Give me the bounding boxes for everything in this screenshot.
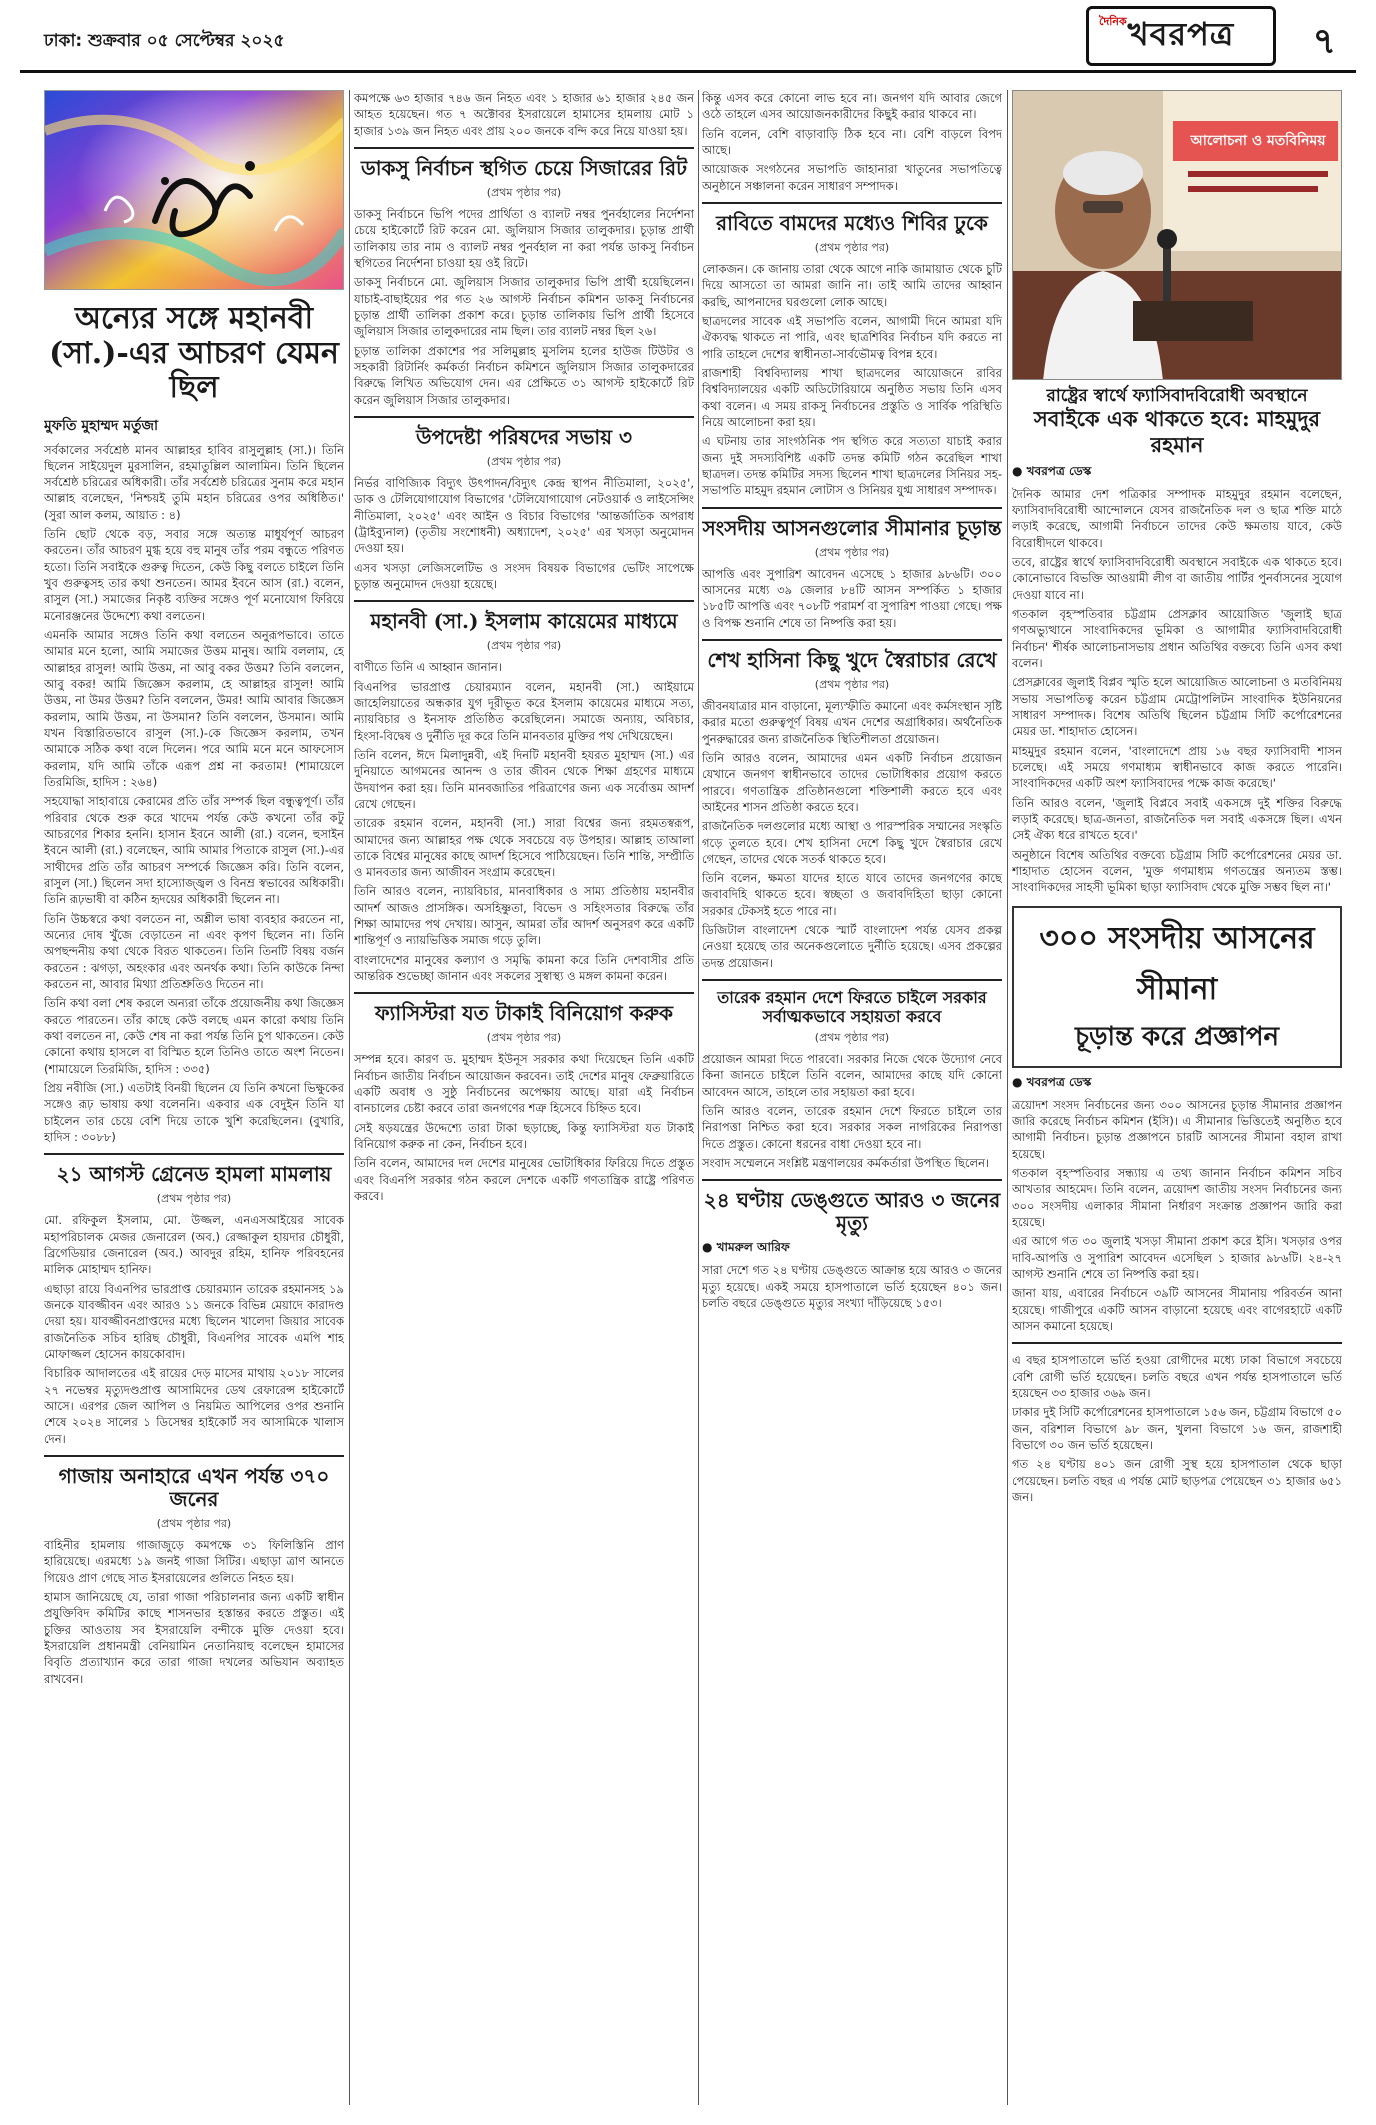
article-paragraph: তিনি ছোট থেকে বড়, সবার সঙ্গে অত্যন্ত মাধুর্যপূর্ণ আচরণ করতেন। তাঁর আচরণ মুগ্ধ হয়ে বহু মানুষ তাঁর পরম বন্ধুতে পরিণত হতো। তিনি সবাইকে গুরুত্ব দিতেন, কেউ কিছু বলতে চাইলে তিনি খুব গুরুত্বসহ তার কথা শুনতেন। আমর ইবনে আস (রা.) বলেন, রাসুল (সা.) সমাজের নিকৃষ্ট ব্যক্তির সঙ্গেও পূর্ণ মনোযোগ ফিরিয়ে মনোরঞ্জনের উদ্দেশ্যে কথা বলতেন। <box>44 527 344 623</box>
article-byline: ● খবরপত্র ডেস্ক <box>1012 463 1092 478</box>
column-divider <box>698 90 699 2105</box>
section-divider <box>702 639 1002 641</box>
section-divider <box>702 1179 1002 1181</box>
article-paragraph: সংবাদ সম্মেলনে সংশ্লিষ্ট মন্ত্রণালয়ের কর্মকর্তারা উপস্থিত ছিলেন। <box>702 1155 990 1170</box>
article-paragraph: মো. রফিকুল ইসলাম, মো. উজ্জল, এনএসআইয়ের সাবেক মহাপরিচালক মেজর জেনারেল (অব.) রেজ্জাকুল হায়দার চৌধুরী, ব্রিগেডিয়ার জেনারেল (অব.) আবদুর রহিম, হানিফ পরিবহনের মালিক মোহাম্মদ হানিফ। <box>44 1213 344 1277</box>
article-paragraph: তিনি বলেন, বেশি বাড়াবাড়ি ঠিক হবে না। বেশি বাড়লে বিপদ আছে। <box>702 126 1002 157</box>
hasina-article-title: শেখ হাসিনা কিছু খুদে স্বৈরাচার রেখে <box>707 647 997 672</box>
article-paragraph: এসব খসড়া লেজিসলেটিভ ও সংসদ বিষয়ক বিভাগের ভেটিং সাপেক্ষে চূড়ান্ত অনুমোদন দেওয়া হয়েছে। <box>354 560 694 591</box>
article-paragraph: ছাত্রদলের সাবেক এই সভাপতি বলেন, আগামী দিনে আমরা যদি ঐক্যবদ্ধ থাকতে না পারি, এবং ছাত্রশিবির নির্বাচন যদি করতে না পারি তাহলে দেশের স্বাধীনতা-সার্বভৌমত্ব বিপন্ন হবে। <box>702 313 1002 361</box>
article-paragraph: গতকাল বৃহস্পতিবার সন্ধ্যায় এ তথ্য জানান নির্বাচন কমিশন সচিব আখতার আহমেদ। তিনি বলেন, ত্রয়োদশ জাতীয় সংসদ নির্বাচনের জন্য ৩০০ সংসদীয় এলাকার সীমানা নির্ধারণ সংক্রান্ত প্রজ্ঞাপন জারি করা হয়েছে। <box>1012 1165 1342 1229</box>
section-divider <box>354 992 694 994</box>
article-paragraph: কমপক্ষে ৬৩ হাজার ৭৪৬ জন নিহত এবং ১ হাজার ৬১ হাজার ২৪৫ জন আহত হয়েছেন। গত ৭ অক্টোবর ইসরায়েলে হামাসের হামলায় মোট ১ হাজার ১৩৯ জন নিহত এবং প্রায় ২০০ জনকে বন্দি করে নিয়ে যাওয়া হয়। <box>354 91 694 138</box>
column-3 <box>702 90 1002 2105</box>
section-divider <box>1012 1342 1342 1344</box>
article-paragraph: তিনি আরও বলেন, তারেক রহমান দেশে ফিরতে চাইলে তার নিরাপত্তা নিশ্চিত করা হবে। সরকার সকল নাগরিকের নিরাপত্তা দিতে প্রস্তুত। কোনো ধরনের বাধা দেওয়া হবে না। <box>702 1103 1002 1151</box>
section-divider <box>354 416 694 418</box>
article-paragraph: সারা দেশে গত ২৪ ঘণ্টায় ডেঙ্গুতে আক্রান্ত হয়ে আরও ৩ জনের মৃত্যু হয়েছে। একই সময়ে হাসপাতালে ভর্তি হয়েছেন ৪০১ জন। চলতি বছরে ডেঙ্গুতে মৃত্যুর সংখ্যা দাঁড়িয়েছে ১৫৩। <box>702 1263 1002 1310</box>
article-paragraph: প্রেসক্লাবের জুলাই বিপ্লব স্মৃতি হলে আয়োজিত আলোচনা ও মতবিনিময় সভায় সভাপতিত্ব করেন চট্টগ্রাম মেট্রোপলিটন সাংবাদিক ইউনিয়নের সাধারণ সম্পাদক। বিশেষ অতিথি ছিলেন চট্টগ্রাম সিটি কর্পোরেশনের মেয়র ডা. শাহাদাত হোসেন। <box>1012 675 1342 739</box>
fascist-article-title: ফ্যাসিস্টরা যত টাকাই বিনিয়োগ করুক <box>375 1001 673 1026</box>
news-photo <box>1012 90 1342 380</box>
article-paragraph: নির্ভর বাণিজ্যিক বিদ্যুৎ উৎপাদন/বিদ্যুৎ কেন্দ্র স্থাপন নীতিমালা, ২০২৫', ডাক ও টেলিযোগাযোগ বিভাগের 'টেলিযোগাযোগ নেটওয়ার্ক ও লাইসেন্সিং নীতিমালা, ২০২৫' এবং আইন ও বিচার বিভাগের 'আন্তর্জাতিক অপরাধ (ট্রাইব্যুনাল) (তৃতীয় সংশোধনী) অধ্যাদেশ, ২০২৫' এর খসড়া অনুমোদন দেওয়া হয়। <box>354 475 694 556</box>
column-divider <box>1007 90 1008 2105</box>
continued-note: (প্রথম পৃষ্ঠার পর) <box>814 240 890 254</box>
article-paragraph: তিনি কথা বলা শেষ করলে অন্যরা তাঁকে প্রয়োজনীয় কথা জিজ্ঞেস করতে পারতেন। তাঁর কাছে কেউ বলছে এমন কারো কথায় তিনি কথা বলতেন না, কেউ শেষ না করা পর্যন্ত তিনি চুপ থাকতেন। কেউ কোনো কথায় হাসলে বা বিস্মিত হলে তিনিও তাতে অংশ নিতেন। (শামায়েলে তিরমিজি, হাদিস : ৩৩৫) <box>44 996 344 1076</box>
section-divider <box>702 202 1002 204</box>
continued-note: (প্রথম পৃষ্ঠার পর) <box>486 639 562 653</box>
continued-note: (প্রথম পৃষ্ঠার পর) <box>814 677 890 691</box>
article-paragraph: এমনকি আমার সঙ্গেও তিনি কথা বলতেন অনুরূপভাবে। তাতে আমার মনে হলো, আমি সমাজের উত্তম মানুষ। আমি বললাম, হে আল্লাহর রাসুল! আমি উত্তম, না আবু বকর উত্তম? তিনি বললেন, আবু বকর! আমি জিজ্ঞেস করলাম, হে আল্লাহর রাসুল! আমি উত্তম, না উমর উত্তম? তিনি বললেন, উমর! আমি আবার জিজ্ঞেস করলাম, আমি উত্তম, না উসমান? তিনি বললেন, উসমান। আমি যখন বিস্তারিতভাবে রাসুল (সা.)-কে জিজ্ঞেস করলাম, তখন আমাকে সঠিক কথা বলে দিলেন। পরে আমি মনে মনে আফসোস করলাম, যদি আমি তাঁকে এরূপ প্রশ্ন না করতাম! (শামায়েলে তিরমিজি, হাদিস : ২৬৪) <box>44 628 344 790</box>
article-paragraph: গতকাল বৃহস্পতিবার চট্টগ্রাম প্রেসক্লাব আয়োজিত 'জুলাই ছাত্র গণঅভ্যুত্থানে সাংবাদিকদের ভূমিকা ও আগামীর ফ্যাসিবাদবিরোধী নির্বাচন' শীর্ষক আলোচনাসভায় প্রধান অতিথির বক্তব্যে তিনি এসব কথা বলেন। <box>1012 607 1342 671</box>
lead-article-title: অন্যের সঙ্গে মহানবী (সা.)-এর আচরণ যেমন ছিল <box>49 301 339 405</box>
article-paragraph: সম্পন্ন হবে। কারণ ড. মুহাম্মদ ইউনূস সরকার কথা দিয়েছেন তিনি একটি নির্বাচন জাতীয় নির্বাচন আয়োজন করবেন। তাই দেশের মানুষ ফেব্রুয়ারিতে একটি অবাধ ও সুষ্ঠু নির্বাচনের অপেক্ষায় আছে। যারা এই নির্বাচন বানচালের চেষ্টা করবে তারা জনগণের শত্রু হিসেবে চিহ্নিত হবে। <box>354 1052 694 1116</box>
calligraphy-artwork <box>44 90 344 290</box>
masthead <box>0 0 1376 80</box>
section-divider <box>354 147 694 149</box>
article-paragraph: ডাকসু নির্বাচনে ভিপি পদের প্রার্থিতা ও ব্যালট নম্বর পুনর্বহালের নির্দেশনা চেয়ে হাইকোর্টে রিট করেন মো. জুলিয়াস সিজার তালুকদার। চূড়ান্ত প্রার্থী তালিকায় তার নাম ও ব্যালট নম্বর পুনর্বহাল না করা পর্যন্ত ডাকসু নির্বাচন স্থগিতের নির্দেশনা চাওয়া হয় ওই রিটে। <box>354 206 694 270</box>
article-paragraph: গত ২৪ ঘণ্টায় ৪০১ জন রোগী সুস্থ হয়ে হাসপাতাল থেকে ছাড়া পেয়েছেন। চলতি বছর এ পর্যন্ত মোট ছাড়পত্র পেয়েছেন ৩১ হাজার ৬৫১ জন। <box>1012 1457 1342 1504</box>
article-paragraph: তিনি বলেন, আমাদের দল দেশের মানুষের ভোটাধিকার ফিরিয়ে দিতে প্রস্তুত এবং বিএনপি সরকার গঠন করলে দেশকে একটি গণতান্ত্রিক রাষ্ট্রে পরিণত করবে। <box>354 1156 694 1204</box>
article-paragraph: রাজনৈতিক দলগুলোর মধ্যে আস্থা ও পারস্পরিক সম্মানের সংস্কৃতি গড়ে তুলতে হবে। শেখ হাসিনা দেশে কিছু খুদে স্বৈরাচার রেখে গেছেন, তাদের থেকে সতর্ক থাকতে হবে। <box>702 819 1002 866</box>
article-paragraph: তিনি উচ্চস্বরে কথা বলতেন না, অশ্লীল ভাষা ব্যবহার করতেন না, অন্যের দোষ খুঁজে বেড়াতেন না এবং কৃপণ ছিলেন না। তিনি অপছন্দনীয় কথা থেকে বিরত থাকতেন। তিনি তিনটি বিষয় বর্জন করতেন : ঝগড়া, অহংকার এবং অনর্থক কথা। তিনি কাউকে নিন্দা করতেন না, আবার মিথ্যা প্রতিশ্রুতিও দিতেন না। <box>44 911 344 991</box>
article-paragraph: বাহিনীর হামলায় গাজাজুড়ে কমপক্ষে ৩১ ফিলিস্তিনি প্রাণ হারিয়েছে। এরমধ্যে ১৯ জনই গাজা সিটির। এছাড়া ত্রাণ আনতে গিয়েও প্রাণ গেছে সাত ইসরায়েলের গুলিতে নিহত হয়। <box>44 1537 344 1585</box>
article-paragraph: সর্বকালের সর্বশ্রেষ্ঠ মানব আল্লাহর হাবিব রাসুলুল্লাহ (সা.)। তিনি ছিলেন সাইয়েদুল মুরসালিন, রহমাতুল্লিল আলামিন। তিনি ছিলেন সর্বশ্রেষ্ঠ চরিত্রের অধিকারী। তাঁর সর্বশ্রেষ্ঠ চরিত্রের সুনাম করে মহান আল্লাহ বলেছেন, 'নিশ্চয়ই তুমি মহান চরিত্রের ওপর অধিষ্ঠিত।' (সুরা আল কলম, আয়াত : ৪) <box>44 442 344 522</box>
article-paragraph: এছাড়া রায়ে বিএনপির ভারপ্রাপ্ত চেয়ারম্যান তারেক রহমানসহ ১৯ জনকে যাবজ্জীবন এবং আরও ১১ জনকে বিভিন্ন মেয়াদে কারাদণ্ড দেয়া হয়। যাবজ্জীবনপ্রাপ্তদের মধ্যে ছিলেন খালেদা জিয়ার সাবেক রাজনৈতিক সচিব হারিছ চৌধুরী, বিএনপির সাবেক এমপি শাহ মোফাজ্জল হোসেন কায়কোবাদ। <box>44 1281 344 1361</box>
lead-article-author: মুফতি মুহাম্মদ মর্তুজা <box>44 417 159 434</box>
article-paragraph: জানা যায়, এবারের নির্বাচনে ৩৯টি আসনের সীমানায় পরিবর্তন আনা হয়েছে। গাজীপুরে একটি আসন বাড়ানো হয়েছে এবং বাগেরহাটে একটি আসন কমানো হয়েছে। <box>1012 1286 1342 1333</box>
article-paragraph: দৈনিক আমার দেশ পত্রিকার সম্পাদক মাহমুদুর রহমান বলেছেন, ফ্যাসিবাদবিরোধী আন্দোলনে যেসব রাজনৈতিক দল ও ছাত্র শক্তি মাঠে লড়াই করেছে, আগামী নির্বাচনে তাদের কেউ ক্ষমতায় যাবে, কেউ বিরোধীদলে থাকবে। <box>1012 486 1342 550</box>
continued-note: (প্রথম পৃষ্ঠার পর) <box>486 454 562 468</box>
grenade-article-title: ২১ আগস্ট গ্রেনেড হামলা মামলায় <box>56 1162 332 1187</box>
continued-note: (প্রথম পৃষ্ঠার পর) <box>486 185 562 199</box>
article-paragraph: সহযোদ্ধা সাহাবায়ে কেরামের প্রতি তাঁর সম্পর্ক ছিল বন্ধুত্বপূর্ণ। তাঁর পরিবার থেকে শুরু করে খাদেম পর্যন্ত কেউ কখনো তাঁর কটু আচরণের শিকার হননি। হাসান ইবনে আলী (রা.) বলেন, হুসাইন ইবনে আলী (রা.) বলেছেন, আমি আমার পিতাকে রাসুল (সা.)-এর সাথীদের প্রতি তাঁর আচরণ সম্পর্কে জিজ্ঞেস করি। তিনি বলেন, রাসুল (সা.) ছিলেন সদা হাস্যোজ্জ্বল ও বিনম্র স্বভাবের অধিকারী। তিনি রূঢ়ভাষী বা কঠিন হৃদয়ের অধিকারী ছিলেন না। <box>44 794 344 907</box>
article-paragraph: ঢাকার দুই সিটি কর্পোরেশনের হাসপাতালে ১৫৬ জন, চট্টগ্রাম বিভাগে ৫০ জন, বরিশাল বিভাগে ৯৮ জন, খুলনা বিভাগে ১৬ জন, রাজশাহী বিভাগে ৩০ জন ভর্তি হয়েছেন। <box>1012 1405 1342 1452</box>
photo-headline-1: রাষ্ট্রের স্বার্থে ফ্যাসিবাদবিরোধী অবস্থানে <box>1046 386 1308 406</box>
column-2 <box>354 90 694 2105</box>
article-paragraph: বাণীতে তিনি এ আহ্বান জানান। <box>354 660 502 675</box>
article-paragraph: জীবনযাত্রার মান বাড়ানো, মূল্যস্ফীতি কমানো এবং কর্মসংস্থান সৃষ্টি করার মতো গুরুত্বপূর্ণ বিষয় এখন দেশের অগ্রাধিকার। অর্থনৈতিক পুনরুদ্ধারের জন্য রাজনৈতিক স্থিতিশীলতা প্রয়োজন। <box>702 698 1002 746</box>
logo-main-text: খবরপত্র <box>1127 15 1235 53</box>
article-paragraph: আপত্তি এবং সুপারিশ আবেদন এসেছে ১ হাজার ৯৮৬টি। ৩০০ আসনের মধ্যে ৩৯ জেলার ৮৪টি আসন সম্পর্কিত ১ হাজার ১৮৫টি আপত্তি এবং ৭০৮টি পরামর্শ বা সুপারিশ পাওয়া গেছে। পক্ষ ও বিপক্ষ শুনানি শেষে তা নিষ্পত্তি করা হয়। <box>702 566 1002 630</box>
article-paragraph: এর আগে গত ৩০ জুলাই খসড়া সীমানা প্রকাশ করে ইসি। খসড়ার ওপর দাবি-আপত্তি ও সুপারিশ আবেদন এসেছিল ১ হাজার ৯৮৬টি। ২৪-২৭ আগস্ট শুনানি শেষে তা নিষ্পত্তি করা হয়। <box>1012 1234 1342 1281</box>
newspaper-logo <box>1086 6 1276 66</box>
ducsu-article-title: ডাকসু নির্বাচন স্থগিত চেয়ে সিজারের রিট <box>361 155 687 180</box>
article-paragraph: বাংলাদেশের মানুষের কল্যাণ ও সমৃদ্ধি কামনা করে তিনি দেশবাসীর প্রতি আন্তরিক শুভেচ্ছা জানান এবং সকলের সুস্বাস্থ্য ও মঙ্গল কামনা করেন। <box>354 952 694 984</box>
article-byline: ● খবরপত্র ডেস্ক <box>1012 1074 1092 1089</box>
article-paragraph: তবে, রাষ্ট্রের স্বার্থে ফ্যাসিবাদবিরোধী অবস্থানে সবাইকে এক থাকতে হবে। কোনোভাবে বিভক্তি আওয়ামী লীগ বা জাতীয় পার্টির পুনর্বাসনের সুযোগ দেওয়া যাবে না। <box>1012 555 1342 602</box>
article-paragraph: প্রয়োজন আমরা দিতে পারবো। সরকার নিজে থেকে উদ্যোগ নেবে কিনা জানতে চাইলে তিনি বলেন, আমাদের কাছে যদি কোনো আবেদন আসে, তাহলে তার সহায়তা করা হবে। <box>702 1051 1002 1099</box>
article-paragraph: অনুষ্ঠানে বিশেষ অতিথির বক্তব্যে চট্টগ্রাম সিটি কর্পোরেশনের মেয়র ডা. শাহাদাত হোসেন বলেন, 'মুক্ত গণমাধ্যম গণতন্ত্রের অন্যতম স্তম্ভ। সাংবাদিকদের সাহসী ভূমিকা ছাড়া ফ্যাসিবাদ থেকে মুক্তি সম্ভব ছিল না।' <box>1012 847 1342 895</box>
article-paragraph: তিনি বলেন, ক্ষমতা যাদের হাতে যাবে তাদের জনগণের কাছে জবাবদিহি থাকতে হবে। স্বচ্ছতা ও জবাবদিহিতা ছাড়া কোনো সরকার টেকসই হতে পারে না। <box>702 871 1002 918</box>
article-paragraph: আয়োজক সংগঠনের সভাপতি জাহানারা খাতুনের সভাপতিত্বে অনুষ্ঠানে সঞ্চালনা করেন সাধারণ সম্পাদক। <box>702 162 1002 193</box>
boxed-headline <box>1012 906 1342 1068</box>
article-paragraph: ডাকসু নির্বাচনে মো. জুলিয়াস সিজার তালুকদার ভিপি প্রার্থী হয়েছিলেন। যাচাই-বাছাইয়ের পর গত ২৬ আগস্ট নির্বাচন কমিশন ডাকসু নির্বাচনের চূড়ান্ত প্রার্থী তালিকা প্রকাশ করে। চূড়ান্ত তালিকায় ভিপি প্রার্থী হিসেবে জুলিয়াস সিজার তালুকদারের নাম ছিল। তার ব্যালট নম্বর ছিল ২৬। <box>354 275 694 339</box>
continued-note: (প্রথম পৃষ্ঠার পর) <box>156 1516 232 1530</box>
article-paragraph: কিন্তু এসব করে কোনো লাভ হবে না। জনগণ যদি আবার জেগে ওঠে তাহলে এসব আয়োজনকারীদের কিছুই করার থাকবে না। <box>702 91 1002 122</box>
article-paragraph: মাহমুদুর রহমান বলেন, 'বাংলাদেশে প্রায় ১৬ বছর ফ্যাসিবাদী শাসন চলেছে। এই সময়ে গণমাধ্যম স্বাধীনভাবে কাজ করতে পারেনি। সাংবাদিকদের একটি অংশ ফ্যাসিবাদের পক্ষে কাজ করেছে।' <box>1012 743 1342 791</box>
boxed-headline-line-1: ৩০০ সংসদীয় আসনের সীমানা <box>1039 920 1315 1007</box>
continued-note: (প্রথম পৃষ্ঠার পর) <box>814 1030 890 1044</box>
continued-note: (প্রথম পৃষ্ঠার পর) <box>156 1192 232 1206</box>
article-paragraph: হামাস জানিয়েছে যে, তারা গাজা পরিচালনার জন্য একটি স্বাধীন প্রযুক্তিবিদ কমিটির কাছে শাসনভার হস্তান্তর করতে প্রস্তুত। এই চুক্তির আওতায় সব ইসরায়েলি বন্দীকে মুক্তি দেওয়া হবে। ইসরায়েলি প্রধানমন্ত্রী বেনিয়ামিন নেতানিয়াহু বলেছেন হামাসের বিবৃতি প্রত্যাখ্যান করে তারা গাজা দখলের অভিযান অব্যাহত রাখবেন। <box>44 1589 344 1686</box>
article-paragraph: বিএনপির ভারপ্রাপ্ত চেয়ারম্যান বলেন, মহানবী (সা.) আইয়ামে জাহেলিয়াতের অন্ধকার যুগ দূরীভূত করে ইসলাম কায়েমের মাধ্যমে সত্য, ন্যায়বিচার ও ইনসাফ প্রতিষ্ঠিত করেছিলেন। সমাজে অন্যায়, অবিচার, হিংসা-বিদ্বেষ ও দুর্নীতি দূর করে তিনি মানবতার মুক্তির পথ দেখিয়েছেন। <box>354 679 694 743</box>
article-paragraph: রাজশাহী বিশ্ববিদ্যালয় শাখা ছাত্রদলের আয়োজনে রাবির বিশ্ববিদ্যালয়ের একটি অডিটোরিয়ামে অনুষ্ঠিত সভায় তিনি এসব কথা বলেন। এ সময় রাকসু নির্বাচনের প্রস্তুতি ও সার্বিক পরিস্থিতি নিয়ে আলোচনা করা হয়। <box>702 365 1002 429</box>
article-paragraph: তিনি আরও বলেন, আমাদের এমন একটি নির্বাচন প্রয়োজন যেখানে জনগণ স্বাধীনভাবে তাদের ভোটাধিকার প্রয়োগ করতে পারবে। গণতান্ত্রিক প্রতিষ্ঠানগুলো শক্তিশালী করতে হবে এবং আইনের শাসন প্রতিষ্ঠা করতে হবে। <box>702 750 1002 814</box>
article-paragraph: এ ঘটনায় তার সাংগঠনিক পদ স্থগিত করে সত্যতা যাচাই করার জন্য দুই সদস্যবিশিষ্ট একটি তদন্ত কমিটি গঠন করেছিল শাখা ছাত্রদল। তদন্ত কমিটির সদস্য ছিলেন শাখা ছাত্রদলের সিনিয়র সহ-সভাপতি মাহমুদ রহমান লোটাস ও সিনিয়র যুগ্ম সাধারণ সম্পাদক। <box>702 434 1002 498</box>
gaza-article-title: গাজায় অনাহারে এখন পর্যন্ত ৩৭০ জনের <box>58 1463 330 1511</box>
continued-note: (প্রথম পৃষ্ঠার পর) <box>814 545 890 559</box>
date-line: ঢাকা: শুক্রবার ০৫ সেপ্টেম্বর ২০২৫ <box>44 31 285 51</box>
page-number: ৭ <box>1312 20 1336 62</box>
prophet-article-title: মহানবী (সা.) ইসলাম কায়েমের মাধ্যমে <box>370 609 678 634</box>
article-paragraph: প্রিয় নবীজি (সা.) এতটাই বিনয়ী ছিলেন যে তিনি কখনো ভিক্ষুকের সঙ্গেও রূঢ় ভাষায় কথা বলেননি। একবার এক বেদুইন তিনি যা চাইলেন তার চেয়ে বেশি দিয়ে তাকে খুশি করেছিলেন। (বুখারি, হাদিস : ৩০৮৮) <box>44 1080 344 1144</box>
article-paragraph: তিনি বলেন, ঈদে মিলাদুন্নবী, এই দিনটি মহানবী হযরত মুহাম্মদ (সা.) এর দুনিয়াতে আগমনের আনন্দ ও তার জীবন থেকে শিক্ষা গ্রহণের মাধ্যমে উদযাপন করা হয়। তিনি মানবজাতির পরিত্রাণের জন্য এক সর্বোত্তম আদর্শ রেখে গেছেন। <box>354 747 694 811</box>
article-paragraph: চূড়ান্ত তালিকা প্রকাশের পর সলিমুল্লাহ মুসলিম হলের হাউজ টিউটর ও সহকারী রিটার্নিং কর্মকর্তা নির্বাচন কমিশনে জুলিয়াস সিজার তালুকদারের বিরুদ্ধে লিখিত অভিযোগ দেন। এর প্রেক্ষিতে ৩১ আগস্ট হাইকোর্টে রিট করেন জুলিয়াস সিজার তালুকদার। <box>354 343 694 407</box>
column-4 <box>1012 90 1342 2105</box>
photo-banner: আলোচনা ও মতবিনিময় <box>1190 133 1326 149</box>
tarique-article-title: তারেক রহমান দেশে ফিরতে চাইলে সরকার সর্বাত্মকভাবে সহায়তা করবে <box>717 988 987 1026</box>
section-divider <box>44 1455 344 1457</box>
section-divider <box>702 979 1002 981</box>
article-paragraph: লোকজন। কে জানায় তারা থেকে আগে নাকি জামায়াত থেকে চুটি দিয়ে আসতো তা আমরা জানি না। তাই আমি তাদের আহ্বান করছি, আপনাদের ঘরগুলো লোক আছে। <box>702 261 1002 309</box>
masthead-rule <box>20 70 1356 73</box>
article-paragraph: তিনি আরও বলেন, 'জুলাই বিপ্লবে সবাই একসঙ্গে দুই শক্তির বিরুদ্ধে লড়াই করেছে। ছাত্র-জনতা, রাজনৈতিক দল সবাই একসঙ্গে ছিল। এখন সেই ঐক্য ধরে রাখতে হবে।' <box>1012 795 1342 843</box>
article-paragraph: তিনি আরও বলেন, ন্যায়বিচার, মানবাধিকার ও সাম্য প্রতিষ্ঠায় মহানবীর আদর্শ আজও প্রাসঙ্গিক। অসহিষ্ণুতা, বিভেদ ও সহিংসতার বিরুদ্ধে তাঁর শিক্ষা আমাদের পথ দেখায়। আসুন, আমরা তাঁর আদর্শ অনুসরণ করে একটি শান্তিপূর্ণ ও ন্যায়ভিত্তিক সমাজ গড়ে তুলি। <box>354 884 694 948</box>
photo-headline-2: সবাইকে এক থাকতে হবে: মাহমুদুর রহমান <box>1033 406 1321 457</box>
article-paragraph: তারেক রহমান বলেন, মহানবী (সা.) সারা বিশ্বের জন্য রহমতস্বরূপ, আমাদের জন্য আল্লাহর পক্ষ থেকে সবচেয়ে বড় উপহার। আল্লাহ তাআলা তাকে বিশ্বের মানুষের কাছে আদর্শ হিসেবে পাঠিয়েছেন। তিনি শান্তি, সম্প্রীতি ও মানবতার জন্য আজীবন সংগ্রাম করেছেন। <box>354 816 694 880</box>
calligraphy-art-icon <box>45 91 344 290</box>
continued-note: (প্রথম পৃষ্ঠার পর) <box>486 1031 562 1045</box>
column-divider <box>349 90 350 2105</box>
article-paragraph: ডিজিটাল বাংলাদেশ থেকে স্মার্ট বাংলাদেশ পর্যন্ত যেসব প্রকল্প নেওয়া হয়েছে তার অনেকগুলোতে দুর্নীতি হয়েছে। এসব প্রকল্পের তদন্ত প্রয়োজন। <box>702 923 1002 970</box>
article-paragraph: ত্রয়োদশ সংসদ নির্বাচনের জন্য ৩০০ আসনের চূড়ান্ত সীমানার প্রজ্ঞাপন জারি করেছে নির্বাচন কমিশন (ইসি)। এ সীমানার ভিত্তিতেই অনুষ্ঠিত হবে আগামী নির্বাচন। চূড়ান্ত প্রজ্ঞাপনে চারটি আসনের সীমানা বহাল রাখা হয়েছে। <box>1012 1097 1342 1161</box>
dengue-byline: ● খামরুল আরিফ <box>702 1240 790 1255</box>
dengue-article-title: ২৪ ঘণ্টায় ডেঙ্গুতে আরও ৩ জনের মৃত্যু <box>703 1188 1001 1236</box>
article-paragraph: বিচারিক আদালতের এই রায়ের দেড় মাসের মাথায় ২০১৮ সালের ২৭ নভেম্বর মৃত্যুদণ্ডপ্রাপ্ত আসামিদের ডেথ রেফারেন্স হাইকোর্টে আসে। এরপর জেল আপিল ও নিয়মিত আপিলের ওপর শুনানি শেষে ২০২৪ সালের ১ ডিসেম্বর হাইকোর্ট সব আসামিকে খালাস দেন। <box>44 1366 344 1446</box>
section-divider <box>354 600 694 602</box>
boxed-headline-line-2: চূড়ান্ত করে প্রজ্ঞাপন <box>1074 1021 1280 1052</box>
logo-small-text: দৈনিক <box>1099 15 1127 28</box>
seats-article-title: সংসদীয় আসনগুলোর সীমানার চূড়ান্ত <box>702 515 1002 540</box>
column-1 <box>44 90 344 2105</box>
section-divider <box>44 1153 344 1155</box>
camp-article-title: রাবিতে বামদের মধ্যেও শিবির ঢুকে <box>716 210 988 235</box>
article-paragraph: সেই ষড়যন্ত্রের উদ্দেশ্যে তারা টাকা ছড়াচ্ছে, কিন্তু ফ্যাসিস্টরা যত টাকাই বিনিয়োগ করুক না কেন, নির্বাচন হবে। <box>354 1120 694 1152</box>
article-paragraph: এ বছর হাসপাতালে ভর্তি হওয়া রোগীদের মধ্যে ঢাকা বিভাগে সবচেয়ে বেশি রোগী ভর্তি হয়েছেন। চলতি বছরে এখন পর্যন্ত হাসপাতালে ভর্তি হয়েছেন ৩৩ হাজার ৩৬৯ জন। <box>1012 1353 1342 1400</box>
advisers-article-title: উপদেষ্টা পরিষদের সভায় ৩ <box>416 424 632 449</box>
section-divider <box>702 507 1002 509</box>
